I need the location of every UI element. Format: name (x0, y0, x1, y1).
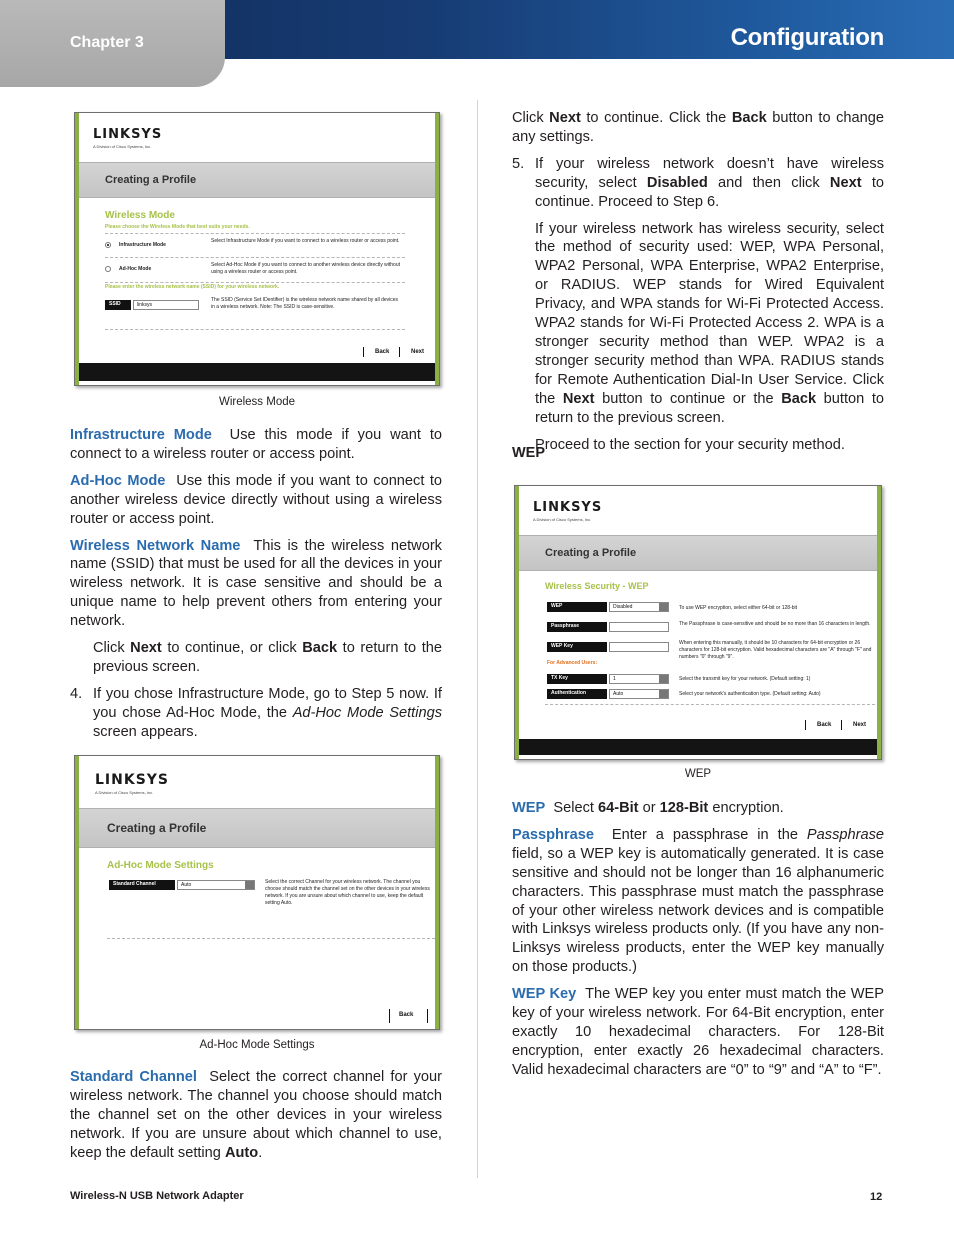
pass-em: Passphrase (806, 826, 884, 843)
step-4-b: screen appears. (93, 723, 198, 740)
infrastructure-radio[interactable] (105, 242, 111, 248)
back-button[interactable]: Back (375, 349, 390, 355)
step-5-number: 5. (512, 155, 525, 172)
wireless-mode-sub: Please choose the Wireless Mode that best suits your needs. (105, 224, 250, 230)
wep-key-input[interactable] (609, 642, 669, 652)
term-wep-key: WEP Key (512, 986, 577, 1003)
security-paragraph (512, 220, 884, 428)
column-divider (477, 100, 478, 1178)
infrastructure-desc: Select Infrastructure Mode if you want to connect to a wireless router or access point. (211, 238, 400, 244)
wireless-mode-screenshot (74, 112, 440, 386)
term-wireless-network-name: Wireless Network Name (70, 537, 241, 554)
infrastructure-paragraph (70, 426, 442, 464)
wireless-mode-heading: Wireless Mode (105, 210, 175, 221)
click-next-paragraph (70, 639, 442, 677)
adhoc-desc: Select Ad-Hoc Mode if you want to connect to another wireless device directly without using a wireless router or access point. (211, 262, 400, 275)
authentication-desc: Select your network's authentication type. (Default setting: Auto) (679, 691, 821, 697)
authentication-label: Authentication (547, 689, 607, 699)
wep-end: encryption. (708, 800, 784, 816)
passphrase-desc: The Passphrase is case-sensitive and should be no more than 16 characters in length. (679, 621, 871, 627)
chapter-label: Chapter 3 (70, 34, 144, 51)
wep-key-paragraph (512, 985, 884, 1080)
wep-screenshot (514, 485, 882, 760)
wep-heading: Wireless Security - WEP (545, 581, 649, 591)
sec-next: Next (562, 390, 595, 407)
sec-back: Back (781, 390, 817, 407)
p1-next: Next (549, 110, 581, 126)
standard-channel-paragraph (70, 1068, 442, 1163)
wnn-paragraph (70, 537, 442, 632)
wep-key-desc: When entering this manually, it should be 10 characters for 64-bit encryption or 26 characters for 128-bit encryption. Valid hexadecimal characters are "A" through "F" and numbers "0" through "9". (679, 640, 872, 660)
term-adhoc: Ad-Hoc Mode (70, 472, 166, 489)
next-button[interactable]: Next (853, 722, 867, 728)
ssid-desc: The SSID (Service Set IDentifier) is the wireless network name shared by all devices in a wireless network. Note: The SSID is case-sensitive. (211, 297, 399, 310)
right-column-lower (512, 799, 884, 1088)
p1-b: to continue. Click the (580, 110, 732, 126)
key-text: The WEP key you enter must match the WEP key of your wireless network. For 64-Bit encryption, enter exactly 10 hexadecimal characters. For 128-Bit encryption, enter exactly 26 hexadecimal characters. Valid hexadecimal characters are “0” to “9” and “A” to “F”. (512, 986, 884, 1078)
back-button[interactable]: Back (817, 722, 832, 728)
wep-select[interactable] (609, 602, 669, 612)
profile-banner (519, 535, 877, 571)
click-b: to continue, or click (161, 640, 303, 657)
p1-back: Back (731, 110, 767, 126)
caption-wireless-mode: Wireless Mode (218, 396, 296, 408)
step-5-b: and then click (707, 174, 830, 191)
infrastructure-label: Infrastructure Mode (119, 242, 166, 248)
standard-channel-label: Standard Channel (109, 880, 175, 890)
authentication-select[interactable] (609, 689, 669, 699)
wep-label: WEP (547, 602, 607, 612)
p1-c: button to change any settings. (512, 110, 884, 145)
ssid-input[interactable]: linksys (133, 300, 199, 310)
linksys-logo: LINKSYS (533, 500, 603, 515)
std-auto: Auto (224, 1144, 259, 1161)
wep-or: or (638, 800, 660, 816)
adhoc-heading: Ad-Hoc Mode Settings (107, 860, 214, 871)
step-4 (70, 685, 442, 742)
step-4-em: Ad-Hoc Mode Settings (292, 704, 442, 721)
click-next-right (512, 109, 884, 147)
page-title: Configuration (730, 24, 884, 51)
wep-paragraph (512, 799, 884, 818)
authentication-value: Auto (613, 691, 624, 697)
step-5-disabled: Disabled (646, 174, 708, 191)
back-button[interactable]: Back (399, 1012, 414, 1018)
proceed-paragraph: Proceed to the section for your security method. (535, 436, 845, 453)
screen-footer (519, 739, 877, 755)
ssid-prompt: Please enter the wireless network name (SSID) for your wireless network. (105, 284, 280, 290)
passphrase-label: Passphrase (547, 622, 607, 632)
chevron-down-icon (245, 881, 254, 889)
chapter-tab (0, 0, 225, 87)
profile-banner (79, 808, 435, 848)
passphrase-input[interactable] (609, 622, 669, 632)
tx-key-value: 1 (613, 676, 616, 682)
linksys-logo: LINKSYS (93, 127, 163, 142)
advanced-users-label: For Advanced Users: (547, 660, 598, 666)
chevron-down-icon (659, 675, 668, 683)
wep-a: Select (553, 800, 598, 816)
pass-b: field, so a WEP key is automatically generated. It is case sensitive and should not be longer than 16 alphanumeric characters. This passphrase must match the passphrase of your other wireless network devices and is compatible with Linksys wireless products only. (If you have any non-Linksys wireless products, enter the WEP key manually on those products.) (512, 845, 884, 976)
channel-value: Auto (181, 882, 192, 888)
chevron-down-icon (659, 690, 668, 698)
click-a: Click (93, 640, 131, 657)
banner-title: Creating a Profile (545, 547, 637, 559)
page-number: 12 (870, 1191, 883, 1203)
adhoc-radio[interactable] (105, 266, 111, 272)
wep-desc: To use WEP encryption, select either 64-bit or 128-bit (679, 605, 798, 611)
screen-footer (79, 363, 435, 381)
adhoc-desc: Select the correct Channel for your wireless network. The channel you choose should match the channel set on the other devices in your wireless network. If you are unsure about which channel to use, keep the default setting Auto. (265, 879, 430, 906)
click-c: to return to the previous screen. (93, 640, 442, 675)
next-button[interactable]: Next (411, 349, 425, 355)
right-column-upper (512, 109, 884, 462)
step-5-next: Next (829, 174, 862, 191)
logo-subtitle: A Division of Cisco Systems, Inc. (95, 790, 154, 795)
sec-a: If your wireless network has wireless security, select the method of security used: WEP, WPA Personal, WPA2 Personal, WPA Enterprise, WPA2 Enterprise, or RADIUS. WEP stands for Wired Equivalent Privacy, and WPA stands for Wi-Fi Protected Access. WPA2 stands for Wi-Fi Protected Access 2. WPA is a stronger security method than WEP. WPA2 is a stronger security method than WPA. RADIUS stands for Remote Authentication Dial-In User Service. Click the (535, 220, 884, 407)
wep-section-heading: WEP (512, 445, 546, 461)
adhoc-text: Use this mode if you want to connect to another wireless device directly without using a wireless router or access point. (70, 472, 442, 527)
std-text: Select the correct channel for your wireless network. The channel you choose should match the channel set on the other devices in your wireless network. If you are unsure about which channel to use, keep the default setting (70, 1069, 442, 1161)
chevron-down-icon (659, 603, 668, 611)
wnn-text: This is the wireless network name (SSID) that must be used for all the devices in your wireless network. It is case sensitive and should be a unique name to help prevent others from entering your network. (70, 537, 442, 630)
term-infrastructure: Infrastructure Mode (70, 427, 212, 443)
step-5-c: to continue. Proceed to Step 6. (535, 174, 884, 210)
infrastructure-text: Use this mode if you want to connect to a wireless router or access point. (70, 427, 442, 462)
wep-value: Disabled (613, 604, 633, 610)
term-passphrase: Passphrase (512, 826, 594, 843)
profile-banner (79, 162, 435, 198)
wep-128: 128-Bit (659, 800, 709, 816)
ssid-label: SSID (105, 300, 131, 310)
passphrase-paragraph (512, 826, 884, 977)
click-back: Back (302, 640, 338, 657)
logo-subtitle: A Division of Cisco Systems, Inc. (533, 517, 592, 522)
tx-key-desc: Select the transmit key for your network. (Default setting: 1) (679, 676, 811, 682)
wep-key-label: WEP Key (547, 642, 607, 652)
footer-product: Wireless-N USB Network Adapter (70, 1190, 244, 1202)
left-column-upper (70, 426, 442, 750)
logo-subtitle: A Division of Cisco Systems, Inc. (93, 144, 152, 149)
term-standard-channel: Standard Channel (70, 1069, 197, 1085)
sec-c: button to return to the previous screen. (535, 390, 885, 426)
pass-a: Enter a passphrase in the (611, 826, 807, 843)
tx-key-select[interactable] (609, 674, 669, 684)
caption-adhoc: Ad-Hoc Mode Settings (199, 1039, 315, 1051)
click-next: Next (130, 640, 162, 657)
tx-key-label: TX Key (547, 674, 607, 684)
adhoc-label: Ad-Hoc Mode (119, 266, 152, 272)
std-end: . (258, 1144, 263, 1161)
step-4-a: If you chose Infrastructure Mode, go to Step 5 now. If you chose Ad-Hoc Mode, the (93, 685, 442, 721)
standard-channel-select[interactable] (177, 880, 255, 890)
banner-title: Creating a Profile (105, 174, 197, 186)
wep-64: 64-Bit (597, 800, 639, 816)
step-5-a: If your wireless network doesn’t have wireless security, select (535, 155, 884, 191)
adhoc-screenshot (74, 755, 440, 1030)
term-wep: WEP (512, 800, 546, 816)
caption-wep: WEP (684, 768, 712, 780)
sec-b: button to continue or the (594, 390, 782, 407)
linksys-logo: LINKSYS (95, 772, 169, 788)
left-column-lower (70, 1068, 442, 1171)
step-5 (512, 155, 884, 212)
banner-title: Creating a Profile (107, 821, 207, 835)
step-4-number: 4. (70, 685, 83, 702)
p1-a: Click (512, 110, 550, 126)
adhoc-paragraph (70, 472, 442, 529)
